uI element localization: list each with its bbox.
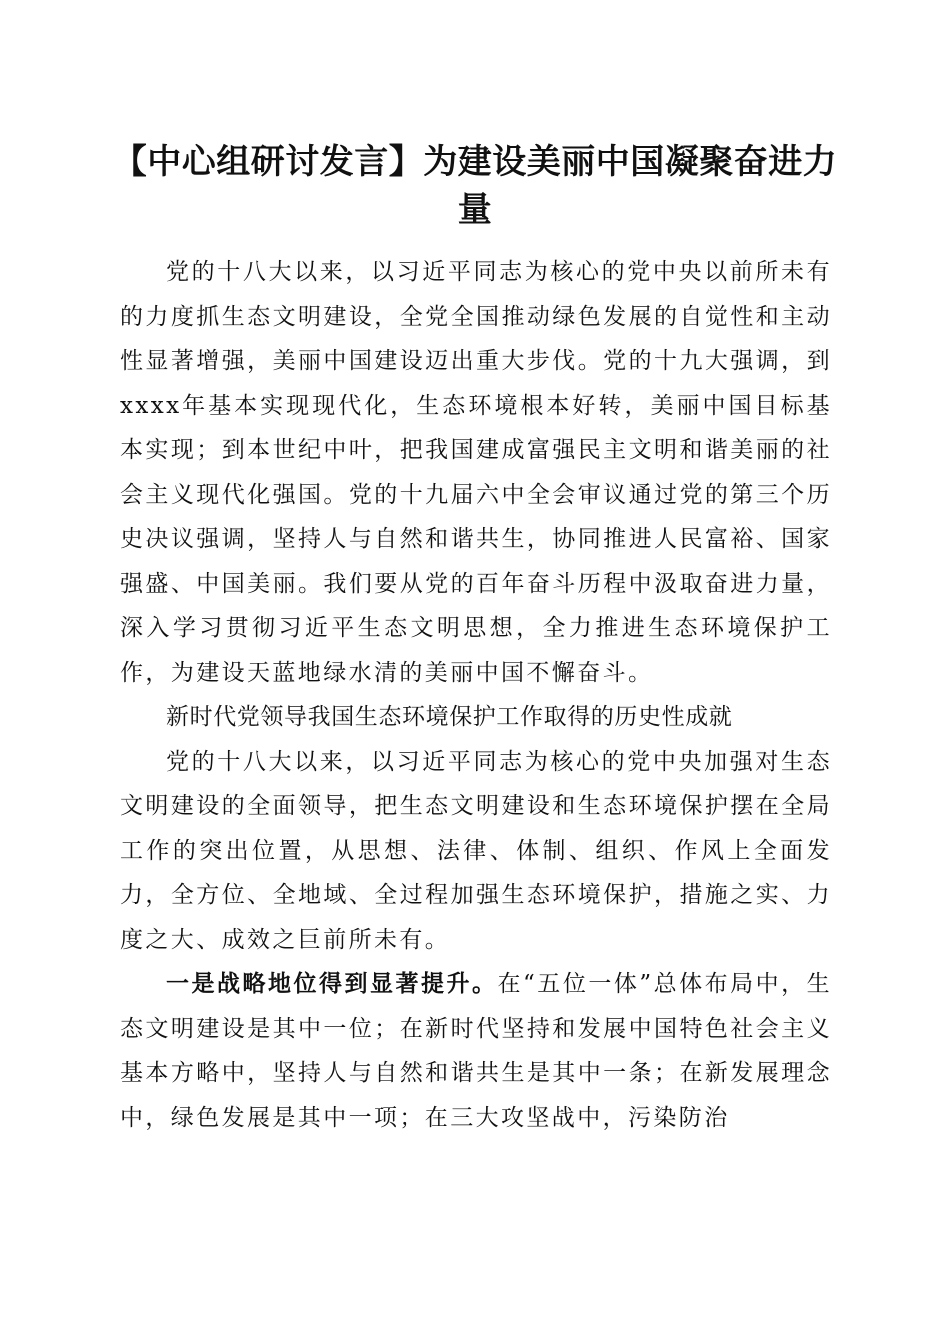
document-title: 【中心组研讨发言】为建设美丽中国凝聚奋进力量 [112, 142, 838, 230]
paragraph-lead-sentence: 一是战略地位得到显著提升。 [166, 970, 498, 997]
paragraph-intro: 党的十八大以来，以习近平同志为核心的党中央以前所未有的力度抓生态文明建设，全党全国推动绿色发展的自觉性和主动性显著增强，美丽中国建设迈出重大步伐。党的十九大强调，到xxxx年基本实现现代化，生态环境根本好转，美丽中国目标基本实现；到本世纪中叶，把我国建成富强民主文明和谐美丽的社会主义现代化强国。党的十九届六中全会审议通过党的第三个历史决议强调，坚持人与自然和谐共生，协同推进人民富裕、国家强盛、中国美丽。我们要从党的百年奋斗历程中汲取奋进力量，深入学习贯彻习近平生态文明思想，全力推进生态环境保护工作，为建设天蓝地绿水清的美丽中国不懈奋斗。 [120, 259, 832, 686]
document-body [120, 250, 832, 1140]
paragraph-point-one-text: 在“五位一体”总体布局中，生态文明建设是其中一位；在新时代坚持和发展中国特色社会主义基本方略中，坚持人与自然和谐共生是其中一条；在新发展理念中，绿色发展是其中一项；在三大攻坚战中，污染防治 [120, 971, 832, 1131]
section-heading: 新时代党领导我国生态环境保护工作取得的历史性成就 [166, 704, 733, 730]
paragraph-point-one [120, 962, 832, 1140]
paragraph-achievements: 党的十八大以来，以习近平同志为核心的党中央加强对生态文明建设的全面领导，把生态文明建设和生态环境保护摆在全局工作的突出位置，从思想、法律、体制、组织、作风上全面发力，全方位、全地域、全过程加强生态环境保护，措施之实、力度之大、成效之巨前所未有。 [120, 748, 832, 953]
